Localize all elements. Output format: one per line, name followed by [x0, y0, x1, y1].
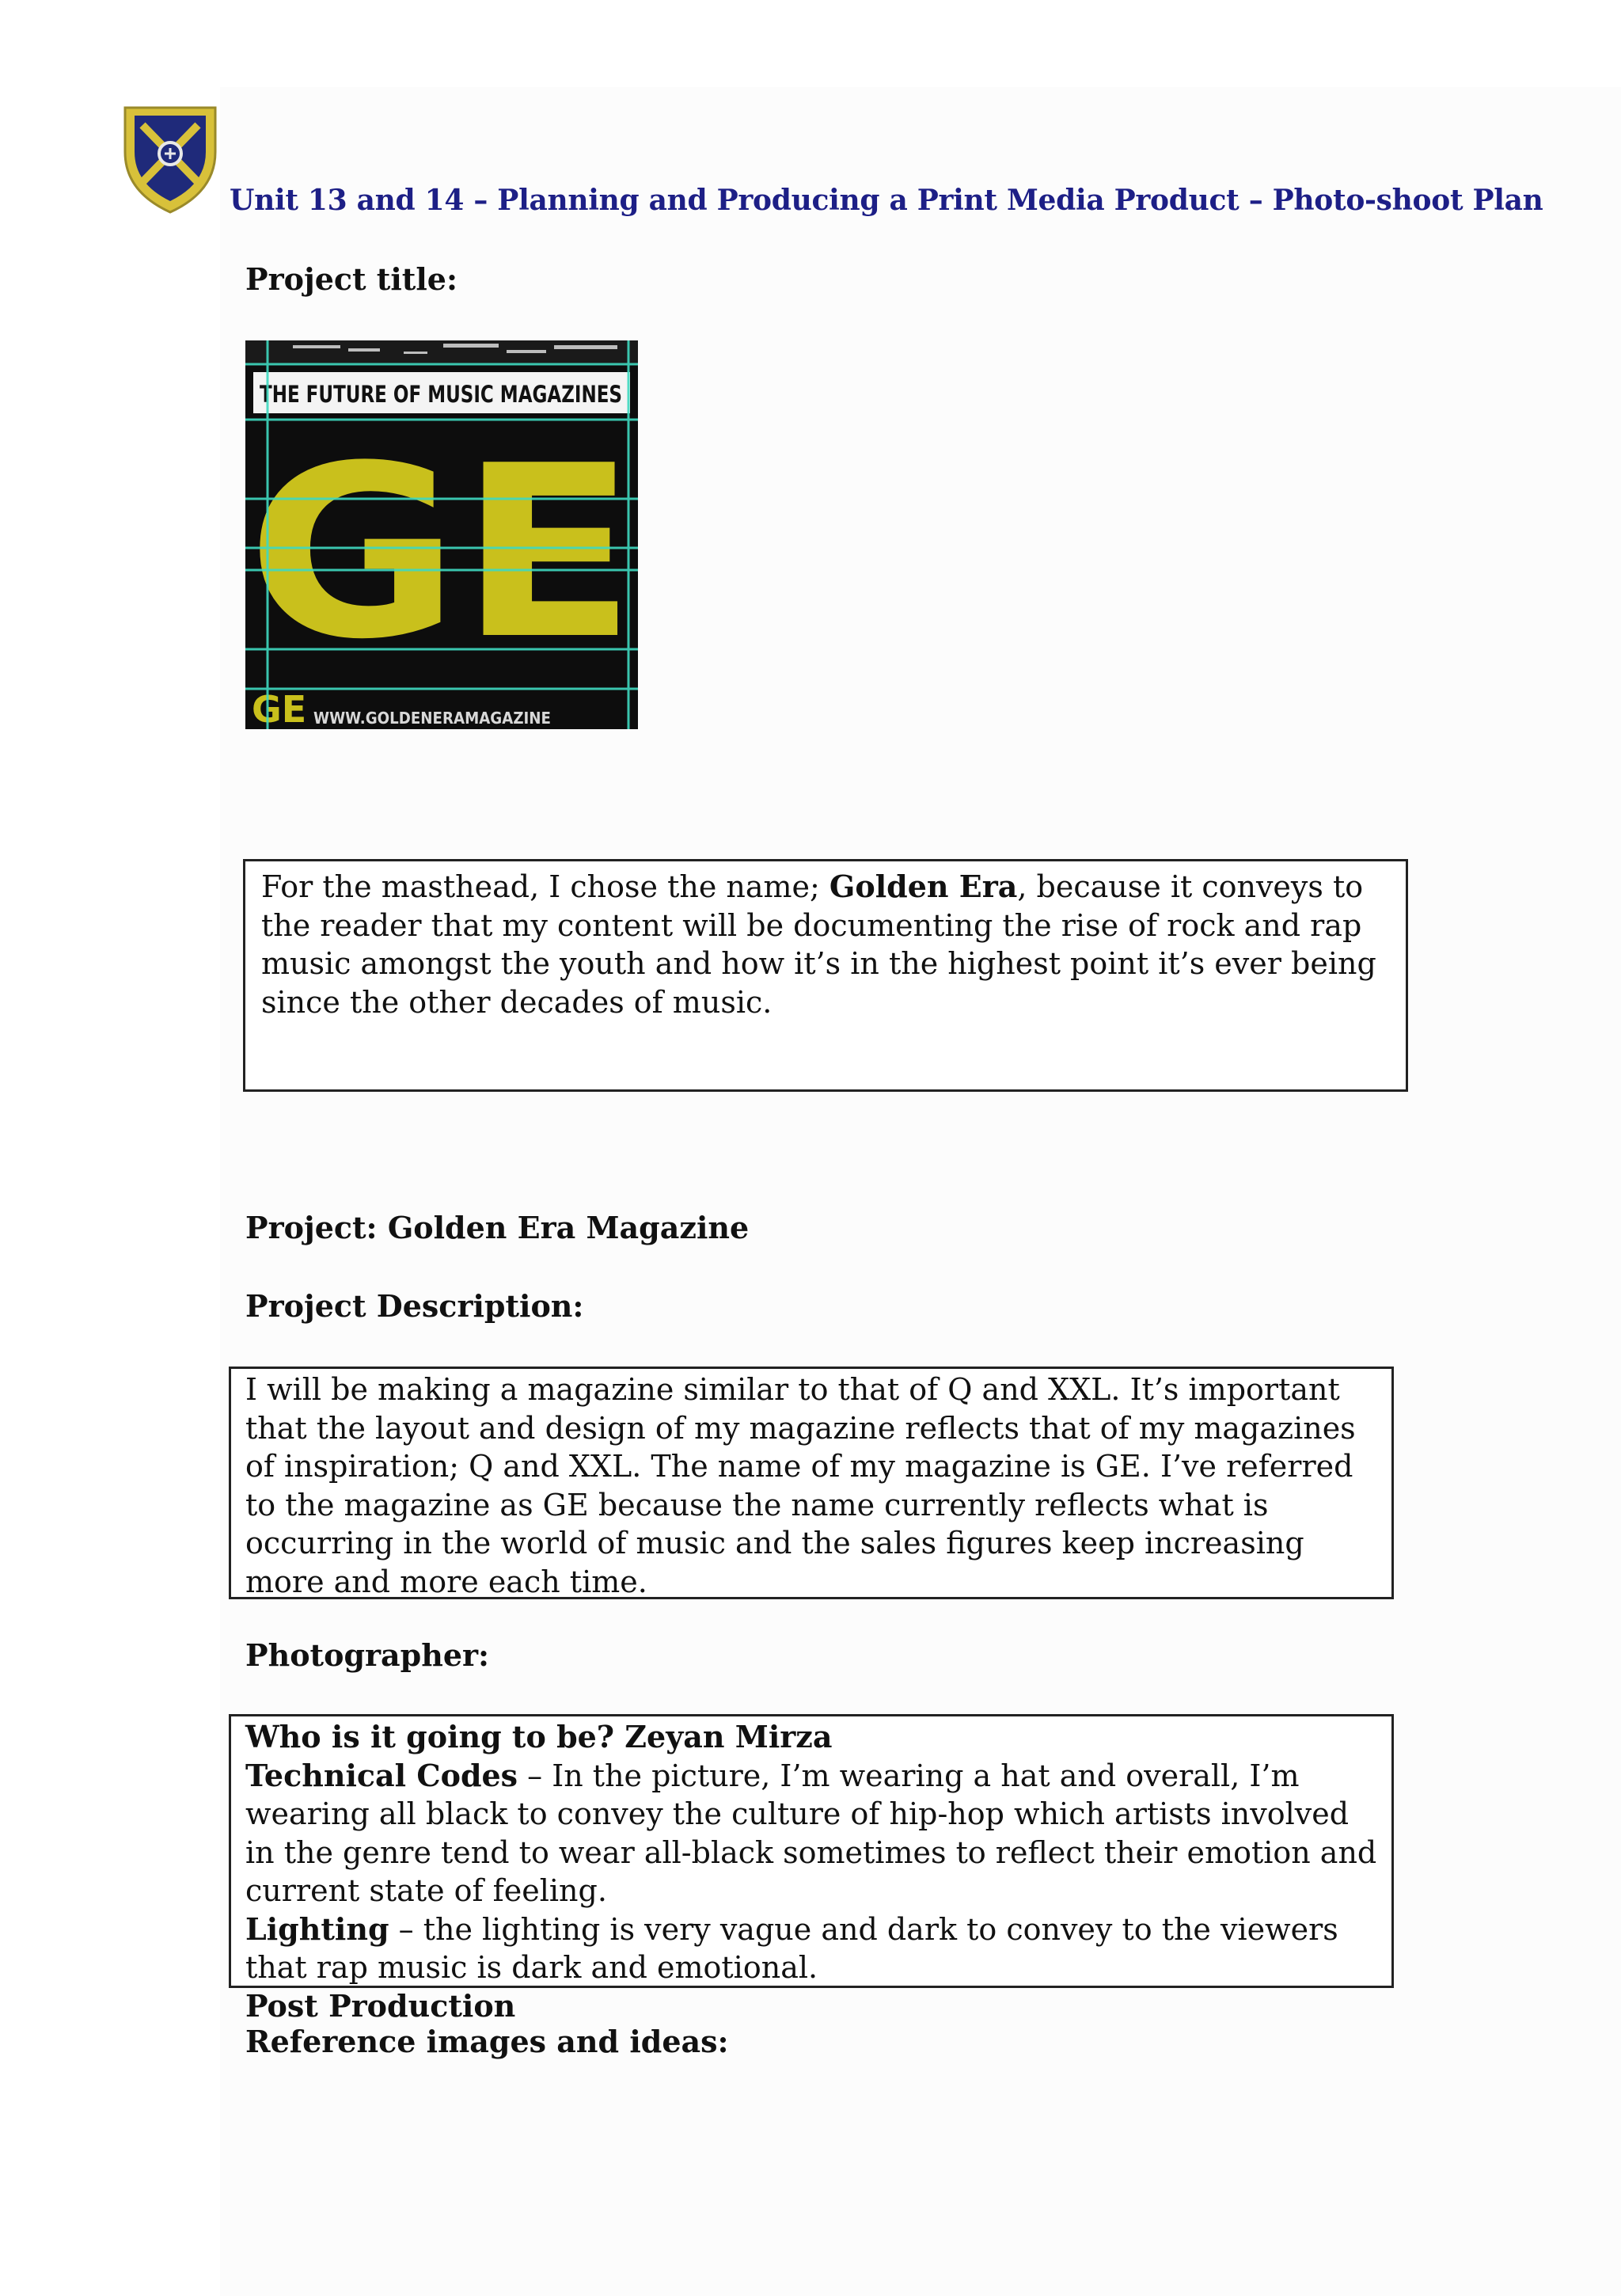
photographer-who: Who is it going to be? Zeyan Mirza	[245, 1719, 833, 1754]
project-title-label: Project title:	[245, 261, 457, 297]
post-production: Post Production	[245, 1987, 516, 2024]
project-description-text: I will be making a magazine similar to that of Q and XXL. It’s important that the layout and design of my magazine reflects that of my magazines of inspiration; Q and XXL. The name of my magazine is GE. I’ve referred to the magazine as GE because the name currently reflects what is occurring in the world of music and the sales figures keep increasing more and more each time.	[245, 1372, 1356, 1599]
magazine-cover-image	[245, 340, 638, 729]
masthead-explanation-box	[243, 859, 1408, 1092]
photographer-box	[229, 1714, 1394, 2024]
project-description-box	[229, 1367, 1394, 1599]
project-description-label: Project Description:	[245, 1288, 584, 1324]
technical-codes: Technical Codes – In the picture, I’m wearing a hat and overall, I’m wearing all black to convey the culture of hip-hop which artists involved in the genre tend to wear all-black sometimes to reflect their emotion and current state of feeling.	[245, 1757, 1377, 1908]
photographer-label: Photographer:	[245, 1637, 490, 1673]
cover-footer-logo: GE	[252, 688, 307, 731]
cover-masthead: GE	[247, 415, 636, 691]
school-crest-icon	[119, 103, 222, 215]
document-title: Unit 13 and 14 – Planning and Producing a Print Media Product – Photo-shoot Plan	[230, 184, 1543, 217]
lighting: Lighting – the lighting is very vague and dark to convey to the viewers that rap music is dark and emotional.	[245, 1910, 1338, 1985]
cover-footer-url: WWW.GOLDENERAMAGAZINE	[313, 709, 551, 728]
project-label: Project: Golden Era Magazine	[245, 1210, 750, 1245]
cover-tagline: THE FUTURE OF MUSIC MAGAZINES	[260, 381, 622, 408]
reference-images-label: Reference images and ideas:	[245, 2024, 729, 2059]
masthead-explanation-text: For the masthead, I chose the name; Golden Era, because it conveys to the reader that my content will be documenting the rise of rock and rap music amongst the youth and how it’s in the highest point it’s ever being since the other decades of music.	[261, 869, 1376, 1020]
